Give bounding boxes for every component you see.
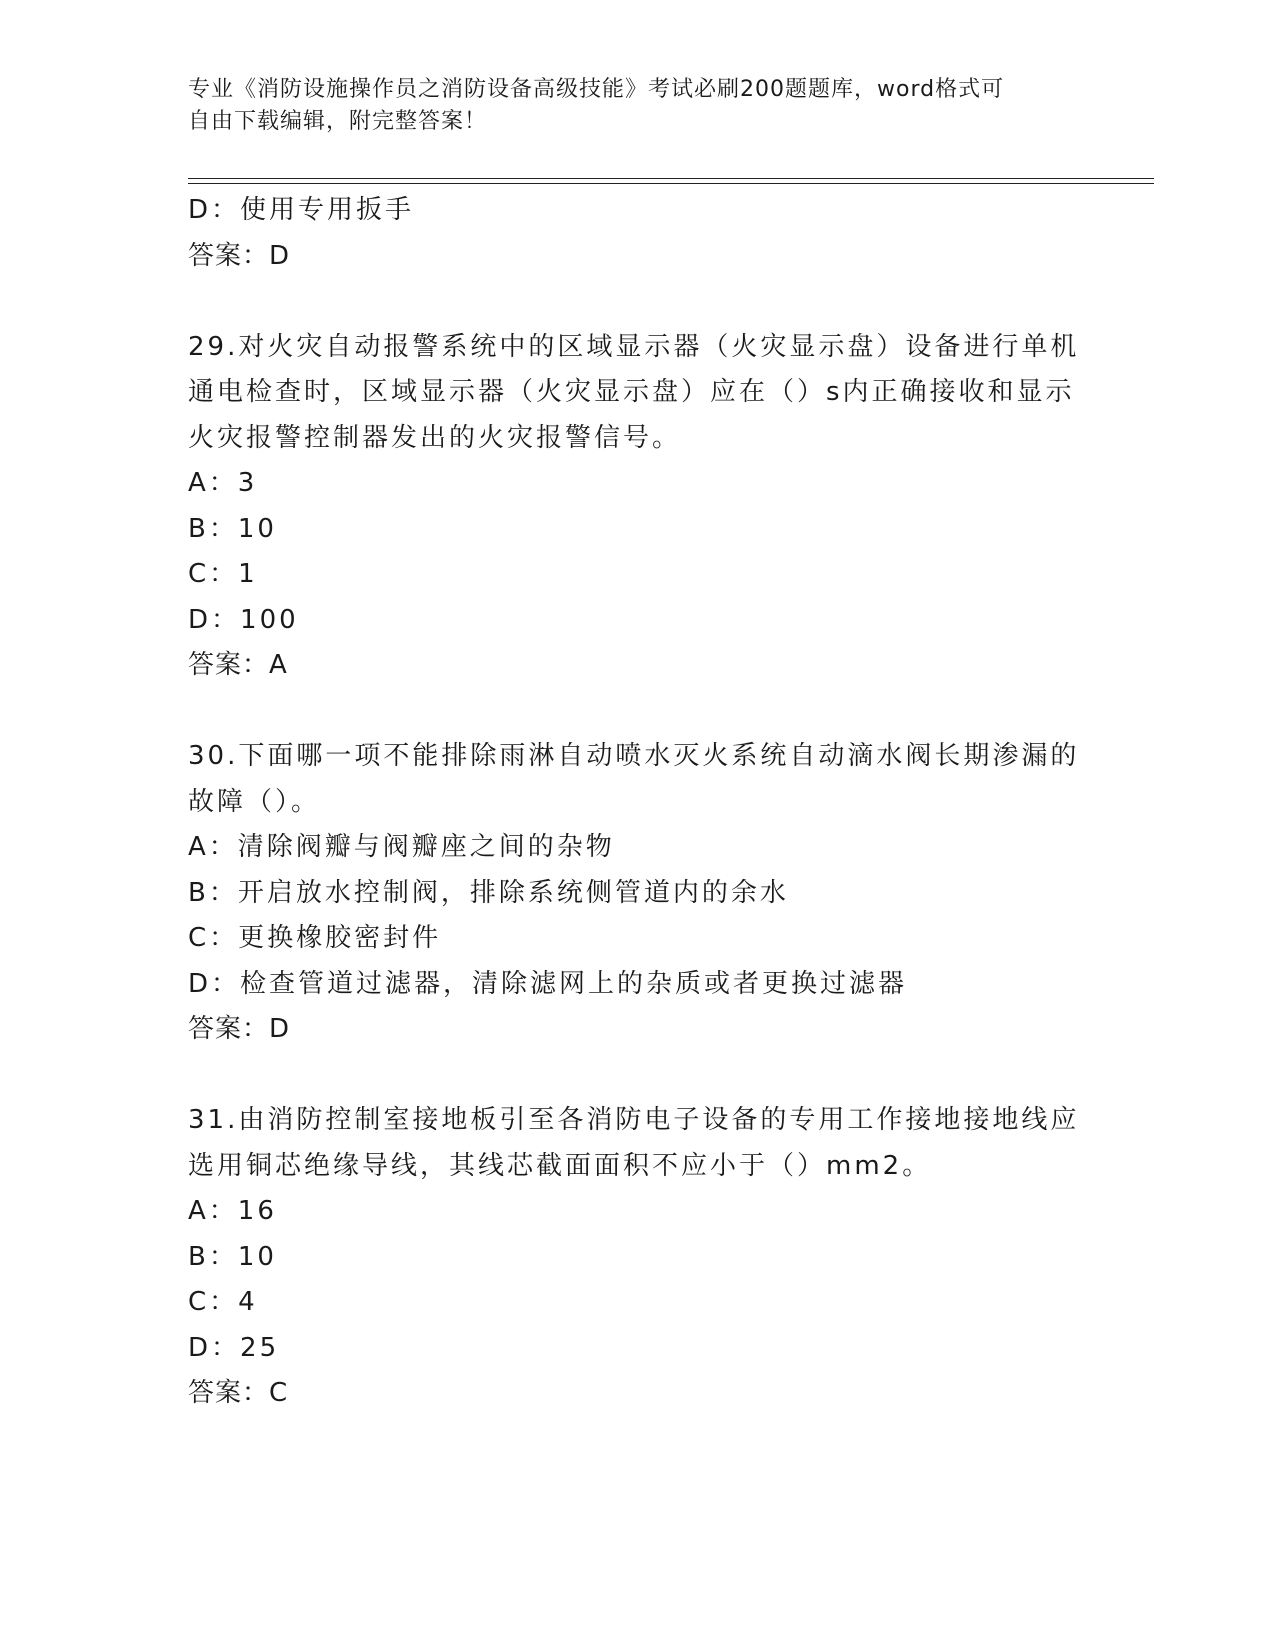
question-stem-line: 31.由消防控制室接地板引至各消防电子设备的专用工作接地接地线应 bbox=[188, 1105, 1080, 1135]
question-stem-line: 选用铜芯绝缘导线，其线芯截面面积不应小于（）mm2。 bbox=[188, 1150, 932, 1181]
option-b: B：10 bbox=[188, 513, 277, 544]
carryover-answer: 答案：D bbox=[188, 240, 291, 271]
header-line-2: 自由下载编辑，附完整答案！ bbox=[188, 109, 488, 134]
spacer bbox=[188, 1053, 1088, 1099]
option-b: B：开启放水控制阀，排除系统侧管道内的余水 bbox=[188, 877, 789, 908]
option-c: C：1 bbox=[188, 559, 258, 589]
option-a: A：3 bbox=[188, 468, 258, 498]
question-stem-line: 故障（）。 bbox=[188, 786, 321, 817]
question-stem-line: 29.对火灾自动报警系统中的区域显示器（火灾显示盘）设备进行单机 bbox=[188, 331, 1080, 362]
option-a: A：16 bbox=[188, 1196, 277, 1226]
option-c: C：更换橡胶密封件 bbox=[188, 923, 442, 953]
question-stem-line: 通电检查时，区域显示器（火灾显示盘）应在（）s内正确接收和显示 bbox=[188, 377, 1075, 407]
option-d: D：25 bbox=[188, 1332, 280, 1363]
question-stem-line: 火灾报警控制器发出的火灾报警信号。 bbox=[188, 422, 682, 453]
option-a: A：清除阀瓣与阀瓣座之间的杂物 bbox=[188, 832, 615, 862]
question-stem-line: 30.下面哪一项不能排除雨淋自动喷水灭火系统自动滴水阀长期渗漏的 bbox=[188, 741, 1080, 771]
option-b: B：10 bbox=[188, 1241, 277, 1272]
spacer bbox=[188, 689, 1088, 735]
option-c: C：4 bbox=[188, 1287, 258, 1317]
answer-line: 答案：C bbox=[188, 1378, 289, 1408]
question-31 bbox=[188, 1098, 1088, 1417]
header-rule-top bbox=[188, 178, 1154, 179]
header-rule-bottom bbox=[188, 183, 1154, 184]
spacer bbox=[188, 279, 1088, 325]
question-content bbox=[188, 188, 1088, 1417]
carryover-option-d: D：使用专用扳手 bbox=[188, 195, 415, 225]
question-30 bbox=[188, 734, 1088, 1053]
question-29 bbox=[188, 325, 1088, 689]
answer-line: 答案：D bbox=[188, 1014, 291, 1044]
header-line-1: 专业《消防设施操作员之消防设备高级技能》考试必刷200题题库，word格式可 bbox=[188, 77, 1005, 102]
option-d: D：检查管道过滤器，清除滤网上的杂质或者更换过滤器 bbox=[188, 968, 908, 999]
option-d: D：100 bbox=[188, 604, 299, 635]
answer-line: 答案：A bbox=[188, 650, 288, 680]
document-header bbox=[188, 74, 1068, 138]
